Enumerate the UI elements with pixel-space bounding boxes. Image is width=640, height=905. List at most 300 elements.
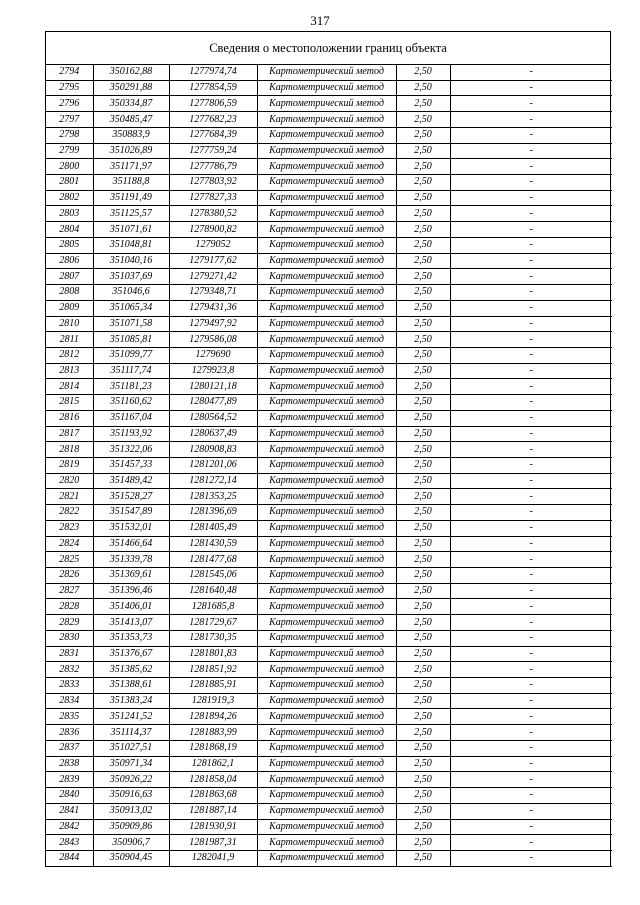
x-coordinate-cell: 351046,6 [93, 285, 169, 301]
accuracy-cell: 2,50 [396, 646, 450, 662]
coordinates-sheet [45, 31, 611, 867]
accuracy-cell: 2,50 [396, 190, 450, 206]
accuracy-cell: 2,50 [396, 552, 450, 568]
note-cell: - [450, 379, 612, 395]
x-coordinate-cell: 351385,62 [93, 662, 169, 678]
note-cell: - [450, 725, 612, 741]
method-cell: Картометрический метод [257, 395, 396, 411]
method-cell: Картометрический метод [257, 363, 396, 379]
accuracy-cell: 2,50 [396, 788, 450, 804]
table-row [46, 568, 612, 584]
point-number-cell: 2834 [46, 693, 93, 709]
x-coordinate-cell: 351353,73 [93, 630, 169, 646]
y-coordinate-cell: 1281201,06 [169, 457, 257, 473]
accuracy-cell: 2,50 [396, 756, 450, 772]
point-number-cell: 2838 [46, 756, 93, 772]
point-number-cell: 2829 [46, 615, 93, 631]
method-cell: Картометрический метод [257, 520, 396, 536]
x-coordinate-cell: 351085,81 [93, 332, 169, 348]
method-cell: Картометрический метод [257, 709, 396, 725]
note-cell: - [450, 835, 612, 851]
accuracy-cell: 2,50 [396, 835, 450, 851]
x-coordinate-cell: 351241,52 [93, 709, 169, 725]
point-number-cell: 2802 [46, 190, 93, 206]
table-row [46, 615, 612, 631]
method-cell: Картометрический метод [257, 788, 396, 804]
note-cell: - [450, 772, 612, 788]
point-number-cell: 2809 [46, 300, 93, 316]
y-coordinate-cell: 1277682,23 [169, 112, 257, 128]
x-coordinate-cell: 351193,92 [93, 426, 169, 442]
point-number-cell: 2795 [46, 80, 93, 96]
y-coordinate-cell: 1281851,92 [169, 662, 257, 678]
x-coordinate-cell: 351071,58 [93, 316, 169, 332]
table-row [46, 583, 612, 599]
x-coordinate-cell: 351388,61 [93, 678, 169, 694]
table-row [46, 850, 612, 866]
method-cell: Картометрический метод [257, 693, 396, 709]
x-coordinate-cell: 350291,88 [93, 80, 169, 96]
accuracy-cell: 2,50 [396, 285, 450, 301]
y-coordinate-cell: 1281430,59 [169, 536, 257, 552]
y-coordinate-cell: 1279052 [169, 237, 257, 253]
accuracy-cell: 2,50 [396, 206, 450, 222]
y-coordinate-cell: 1281863,68 [169, 788, 257, 804]
note-cell: - [450, 473, 612, 489]
accuracy-cell: 2,50 [396, 583, 450, 599]
note-cell: - [450, 332, 612, 348]
table-row [46, 190, 612, 206]
x-coordinate-cell: 350904,45 [93, 850, 169, 866]
x-coordinate-cell: 351037,69 [93, 269, 169, 285]
y-coordinate-cell: 1277684,39 [169, 127, 257, 143]
accuracy-cell: 2,50 [396, 630, 450, 646]
y-coordinate-cell: 1280564,52 [169, 410, 257, 426]
point-number-cell: 2799 [46, 143, 93, 159]
y-coordinate-cell: 1279431,36 [169, 300, 257, 316]
table-row [46, 65, 612, 80]
method-cell: Картометрический метод [257, 630, 396, 646]
table-row [46, 536, 612, 552]
accuracy-cell: 2,50 [396, 222, 450, 238]
method-cell: Картометрический метод [257, 725, 396, 741]
note-cell: - [450, 568, 612, 584]
note-cell: - [450, 96, 612, 112]
note-cell: - [450, 850, 612, 866]
point-number-cell: 2794 [46, 65, 93, 80]
y-coordinate-cell: 1281858,04 [169, 772, 257, 788]
accuracy-cell: 2,50 [396, 426, 450, 442]
note-cell: - [450, 269, 612, 285]
point-number-cell: 2830 [46, 630, 93, 646]
point-number-cell: 2814 [46, 379, 93, 395]
method-cell: Картометрический метод [257, 379, 396, 395]
table-row [46, 630, 612, 646]
method-cell: Картометрический метод [257, 599, 396, 615]
x-coordinate-cell: 351339,78 [93, 552, 169, 568]
note-cell: - [450, 426, 612, 442]
table-row [46, 127, 612, 143]
table-row [46, 489, 612, 505]
y-coordinate-cell: 1281545,06 [169, 568, 257, 584]
table-row [46, 457, 612, 473]
x-coordinate-cell: 350926,22 [93, 772, 169, 788]
accuracy-cell: 2,50 [396, 159, 450, 175]
note-cell: - [450, 143, 612, 159]
method-cell: Картометрический метод [257, 316, 396, 332]
y-coordinate-cell: 1281730,35 [169, 630, 257, 646]
method-cell: Картометрический метод [257, 662, 396, 678]
table-row [46, 709, 612, 725]
table-row [46, 237, 612, 253]
y-coordinate-cell: 1281396,69 [169, 505, 257, 521]
accuracy-cell: 2,50 [396, 175, 450, 191]
note-cell: - [450, 300, 612, 316]
y-coordinate-cell: 1281919,3 [169, 693, 257, 709]
table-row [46, 222, 612, 238]
point-number-cell: 2806 [46, 253, 93, 269]
table-row [46, 835, 612, 851]
x-coordinate-cell: 351457,33 [93, 457, 169, 473]
note-cell: - [450, 175, 612, 191]
x-coordinate-cell: 351027,51 [93, 740, 169, 756]
method-cell: Картометрический метод [257, 222, 396, 238]
method-cell: Картометрический метод [257, 190, 396, 206]
table-row [46, 693, 612, 709]
x-coordinate-cell: 351191,49 [93, 190, 169, 206]
table-row [46, 300, 612, 316]
y-coordinate-cell: 1281685,8 [169, 599, 257, 615]
method-cell: Картометрический метод [257, 489, 396, 505]
x-coordinate-cell: 351547,89 [93, 505, 169, 521]
y-coordinate-cell: 1281353,25 [169, 489, 257, 505]
x-coordinate-cell: 351181,23 [93, 379, 169, 395]
x-coordinate-cell: 350916,63 [93, 788, 169, 804]
x-coordinate-cell: 351369,61 [93, 568, 169, 584]
accuracy-cell: 2,50 [396, 772, 450, 788]
note-cell: - [450, 788, 612, 804]
table-row [46, 395, 612, 411]
point-number-cell: 2815 [46, 395, 93, 411]
page-number: 317 [310, 13, 330, 28]
accuracy-cell: 2,50 [396, 505, 450, 521]
table-row [46, 678, 612, 694]
accuracy-cell: 2,50 [396, 803, 450, 819]
note-cell: - [450, 285, 612, 301]
x-coordinate-cell: 350485,47 [93, 112, 169, 128]
note-cell: - [450, 127, 612, 143]
note-cell: - [450, 552, 612, 568]
point-number-cell: 2841 [46, 803, 93, 819]
table-row [46, 725, 612, 741]
x-coordinate-cell: 350909,86 [93, 819, 169, 835]
table-row [46, 646, 612, 662]
method-cell: Картометрический метод [257, 65, 396, 80]
table-row [46, 410, 612, 426]
method-cell: Картометрический метод [257, 756, 396, 772]
y-coordinate-cell: 1279177,62 [169, 253, 257, 269]
y-coordinate-cell: 1280121,18 [169, 379, 257, 395]
point-number-cell: 2819 [46, 457, 93, 473]
accuracy-cell: 2,50 [396, 112, 450, 128]
accuracy-cell: 2,50 [396, 693, 450, 709]
note-cell: - [450, 630, 612, 646]
accuracy-cell: 2,50 [396, 127, 450, 143]
point-number-cell: 2827 [46, 583, 93, 599]
table-row [46, 175, 612, 191]
table-row [46, 772, 612, 788]
table-row [46, 159, 612, 175]
method-cell: Картометрический метод [257, 159, 396, 175]
x-coordinate-cell: 351160,62 [93, 395, 169, 411]
y-coordinate-cell: 1281887,14 [169, 803, 257, 819]
x-coordinate-cell: 351322,06 [93, 442, 169, 458]
x-coordinate-cell: 351406,01 [93, 599, 169, 615]
method-cell: Картометрический метод [257, 678, 396, 694]
point-number-cell: 2816 [46, 410, 93, 426]
point-number-cell: 2810 [46, 316, 93, 332]
table-row [46, 520, 612, 536]
note-cell: - [450, 505, 612, 521]
table-row [46, 426, 612, 442]
table-row [46, 662, 612, 678]
x-coordinate-cell: 351171,97 [93, 159, 169, 175]
note-cell: - [450, 206, 612, 222]
point-number-cell: 2804 [46, 222, 93, 238]
coordinates-table-body [46, 65, 612, 866]
accuracy-cell: 2,50 [396, 678, 450, 694]
x-coordinate-cell: 351114,37 [93, 725, 169, 741]
accuracy-cell: 2,50 [396, 363, 450, 379]
y-coordinate-cell: 1282041,9 [169, 850, 257, 866]
point-number-cell: 2800 [46, 159, 93, 175]
method-cell: Картометрический метод [257, 80, 396, 96]
x-coordinate-cell: 350913,02 [93, 803, 169, 819]
accuracy-cell: 2,50 [396, 568, 450, 584]
method-cell: Картометрический метод [257, 473, 396, 489]
point-number-cell: 2825 [46, 552, 93, 568]
note-cell: - [450, 159, 612, 175]
point-number-cell: 2832 [46, 662, 93, 678]
method-cell: Картометрический метод [257, 850, 396, 866]
accuracy-cell: 2,50 [396, 740, 450, 756]
method-cell: Картометрический метод [257, 457, 396, 473]
table-row [46, 112, 612, 128]
accuracy-cell: 2,50 [396, 725, 450, 741]
method-cell: Картометрический метод [257, 835, 396, 851]
point-number-cell: 2839 [46, 772, 93, 788]
method-cell: Картометрический метод [257, 615, 396, 631]
table-row [46, 803, 612, 819]
point-number-cell: 2801 [46, 175, 93, 191]
x-coordinate-cell: 351396,46 [93, 583, 169, 599]
point-number-cell: 2822 [46, 505, 93, 521]
point-number-cell: 2808 [46, 285, 93, 301]
method-cell: Картометрический метод [257, 253, 396, 269]
method-cell: Картометрический метод [257, 269, 396, 285]
note-cell: - [450, 80, 612, 96]
y-coordinate-cell: 1280477,89 [169, 395, 257, 411]
y-coordinate-cell: 1278380,52 [169, 206, 257, 222]
point-number-cell: 2824 [46, 536, 93, 552]
accuracy-cell: 2,50 [396, 709, 450, 725]
x-coordinate-cell: 351466,64 [93, 536, 169, 552]
table-row [46, 285, 612, 301]
method-cell: Картометрический метод [257, 552, 396, 568]
x-coordinate-cell: 351528,27 [93, 489, 169, 505]
point-number-cell: 2798 [46, 127, 93, 143]
point-number-cell: 2807 [46, 269, 93, 285]
method-cell: Картометрический метод [257, 536, 396, 552]
table-row [46, 505, 612, 521]
method-cell: Картометрический метод [257, 347, 396, 363]
method-cell: Картометрический метод [257, 143, 396, 159]
x-coordinate-cell: 351117,74 [93, 363, 169, 379]
table-row [46, 756, 612, 772]
point-number-cell: 2818 [46, 442, 93, 458]
note-cell: - [450, 222, 612, 238]
y-coordinate-cell: 1279497,92 [169, 316, 257, 332]
point-number-cell: 2842 [46, 819, 93, 835]
accuracy-cell: 2,50 [396, 237, 450, 253]
x-coordinate-cell: 350334,87 [93, 96, 169, 112]
point-number-cell: 2833 [46, 678, 93, 694]
y-coordinate-cell: 1277759,24 [169, 143, 257, 159]
accuracy-cell: 2,50 [396, 300, 450, 316]
x-coordinate-cell: 351376,67 [93, 646, 169, 662]
point-number-cell: 2831 [46, 646, 93, 662]
y-coordinate-cell: 1278900,82 [169, 222, 257, 238]
method-cell: Картометрический метод [257, 285, 396, 301]
x-coordinate-cell: 351413,07 [93, 615, 169, 631]
y-coordinate-cell: 1281272,14 [169, 473, 257, 489]
note-cell: - [450, 756, 612, 772]
table-row [46, 80, 612, 96]
note-cell: - [450, 740, 612, 756]
y-coordinate-cell: 1281930,91 [169, 819, 257, 835]
table-row [46, 379, 612, 395]
accuracy-cell: 2,50 [396, 850, 450, 866]
note-cell: - [450, 253, 612, 269]
y-coordinate-cell: 1277786,79 [169, 159, 257, 175]
note-cell: - [450, 693, 612, 709]
method-cell: Картометрический метод [257, 583, 396, 599]
accuracy-cell: 2,50 [396, 442, 450, 458]
x-coordinate-cell: 351040,16 [93, 253, 169, 269]
accuracy-cell: 2,50 [396, 536, 450, 552]
y-coordinate-cell: 1277974,74 [169, 65, 257, 80]
y-coordinate-cell: 1281729,67 [169, 615, 257, 631]
accuracy-cell: 2,50 [396, 662, 450, 678]
method-cell: Картометрический метод [257, 112, 396, 128]
point-number-cell: 2837 [46, 740, 93, 756]
x-coordinate-cell: 351125,57 [93, 206, 169, 222]
method-cell: Картометрический метод [257, 237, 396, 253]
note-cell: - [450, 678, 612, 694]
method-cell: Картометрический метод [257, 332, 396, 348]
accuracy-cell: 2,50 [396, 96, 450, 112]
point-number-cell: 2820 [46, 473, 93, 489]
accuracy-cell: 2,50 [396, 489, 450, 505]
table-row [46, 206, 612, 222]
accuracy-cell: 2,50 [396, 347, 450, 363]
note-cell: - [450, 709, 612, 725]
note-cell: - [450, 489, 612, 505]
table-title: Сведения о местоположении границ объекта [46, 32, 610, 65]
method-cell: Картометрический метод [257, 426, 396, 442]
method-cell: Картометрический метод [257, 300, 396, 316]
y-coordinate-cell: 1281868,19 [169, 740, 257, 756]
method-cell: Картометрический метод [257, 819, 396, 835]
y-coordinate-cell: 1279586,08 [169, 332, 257, 348]
note-cell: - [450, 662, 612, 678]
accuracy-cell: 2,50 [396, 615, 450, 631]
accuracy-cell: 2,50 [396, 316, 450, 332]
table-row [46, 363, 612, 379]
y-coordinate-cell: 1281883,99 [169, 725, 257, 741]
table-row [46, 740, 612, 756]
x-coordinate-cell: 351099,77 [93, 347, 169, 363]
method-cell: Картометрический метод [257, 206, 396, 222]
x-coordinate-cell: 351383,24 [93, 693, 169, 709]
x-coordinate-cell: 351065,34 [93, 300, 169, 316]
method-cell: Картометрический метод [257, 803, 396, 819]
y-coordinate-cell: 1279923,8 [169, 363, 257, 379]
point-number-cell: 2797 [46, 112, 93, 128]
y-coordinate-cell: 1279348,71 [169, 285, 257, 301]
point-number-cell: 2844 [46, 850, 93, 866]
note-cell: - [450, 536, 612, 552]
point-number-cell: 2796 [46, 96, 93, 112]
x-coordinate-cell: 351026,89 [93, 143, 169, 159]
x-coordinate-cell: 350162,88 [93, 65, 169, 80]
accuracy-cell: 2,50 [396, 65, 450, 80]
point-number-cell: 2840 [46, 788, 93, 804]
accuracy-cell: 2,50 [396, 143, 450, 159]
accuracy-cell: 2,50 [396, 80, 450, 96]
method-cell: Картометрический метод [257, 127, 396, 143]
method-cell: Картометрический метод [257, 772, 396, 788]
table-row [46, 442, 612, 458]
accuracy-cell: 2,50 [396, 332, 450, 348]
table-row [46, 819, 612, 835]
point-number-cell: 2835 [46, 709, 93, 725]
point-number-cell: 2813 [46, 363, 93, 379]
note-cell: - [450, 583, 612, 599]
point-number-cell: 2836 [46, 725, 93, 741]
note-cell: - [450, 363, 612, 379]
table-row [46, 96, 612, 112]
y-coordinate-cell: 1281894,26 [169, 709, 257, 725]
point-number-cell: 2821 [46, 489, 93, 505]
note-cell: - [450, 237, 612, 253]
table-row [46, 599, 612, 615]
y-coordinate-cell: 1281801,83 [169, 646, 257, 662]
y-coordinate-cell: 1281640,48 [169, 583, 257, 599]
note-cell: - [450, 316, 612, 332]
note-cell: - [450, 646, 612, 662]
x-coordinate-cell: 351489,42 [93, 473, 169, 489]
note-cell: - [450, 347, 612, 363]
x-coordinate-cell: 350883,9 [93, 127, 169, 143]
y-coordinate-cell: 1277806,59 [169, 96, 257, 112]
note-cell: - [450, 65, 612, 80]
accuracy-cell: 2,50 [396, 395, 450, 411]
accuracy-cell: 2,50 [396, 457, 450, 473]
y-coordinate-cell: 1280908,83 [169, 442, 257, 458]
note-cell: - [450, 112, 612, 128]
x-coordinate-cell: 351167,04 [93, 410, 169, 426]
